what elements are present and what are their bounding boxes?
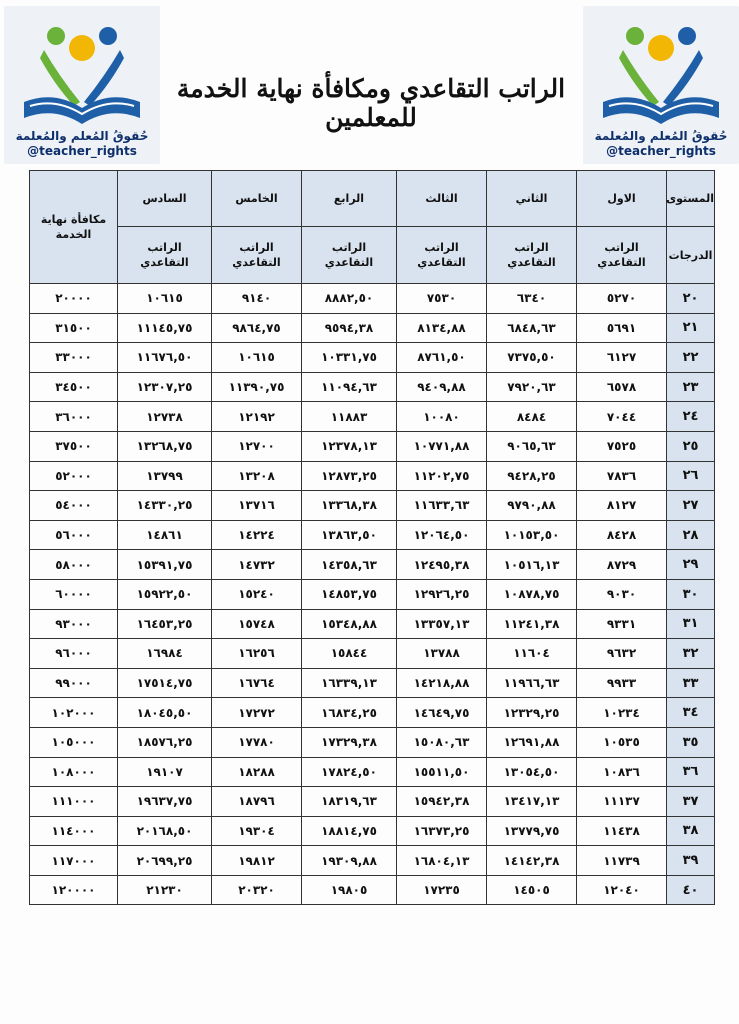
pension-cell: ٩٠٦٥,٦٣ [487, 431, 577, 461]
pension-cell: ١١١٤٥,٧٥ [118, 313, 212, 343]
pension-cell: ١٨٥٧٦,٢٥ [118, 727, 212, 757]
end-bonus-cell: ٥٦٠٠٠ [30, 520, 118, 550]
end-bonus-cell: ١٠٥٠٠٠ [30, 727, 118, 757]
pension-cell: ١٠٨٣٦ [577, 757, 667, 787]
pension-subheader: الراتب التقاعدي [118, 227, 212, 284]
pension-cell: ١٦٤٥٣,٢٥ [118, 609, 212, 639]
table-row [30, 343, 715, 373]
end-bonus-cell: ٣٤٥٠٠ [30, 372, 118, 402]
pension-cell: ٨١٢٧ [577, 491, 667, 521]
pension-cell: ١٦٣٣٩,١٣ [302, 668, 397, 698]
table-row [30, 639, 715, 669]
pension-cell: ٩٨٦٤,٧٥ [212, 313, 302, 343]
pension-cell: ١٤٢١٨,٨٨ [397, 668, 487, 698]
end-of-service-header [30, 171, 118, 284]
pension-cell: ٧٩٢٠,٦٣ [487, 372, 577, 402]
end-bonus-cell: ٦٠٠٠٠ [30, 579, 118, 609]
pension-cell: ١٢١٩٢ [212, 402, 302, 432]
pension-cell: ١٥٩٤٢,٣٨ [397, 787, 487, 817]
pension-cell: ١٦٢٥٦ [212, 639, 302, 669]
table-row [30, 284, 715, 314]
degree-cell: ٣١ [667, 609, 715, 639]
end-bonus-cell: ٣٦٠٠٠ [30, 402, 118, 432]
level-header: الخامس [212, 171, 302, 227]
pension-cell: ١٧٨٢٤,٥٠ [302, 757, 397, 787]
pension-cell: ١٩٨١٢ [212, 846, 302, 876]
logo-caption: حُقوقُ المُعلم والمُعلمة [594, 129, 728, 143]
pension-cell: ٩٤٠٩,٨٨ [397, 372, 487, 402]
degree-cell: ٢٣ [667, 372, 715, 402]
pension-cell: ٢٠١٦٨,٥٠ [118, 816, 212, 846]
pension-subheader: الراتب التقاعدي [487, 227, 577, 284]
table-row [30, 402, 715, 432]
pension-cell: ١١٦٧٦,٥٠ [118, 343, 212, 373]
table-row [30, 757, 715, 787]
pension-subheader: الراتب التقاعدي [302, 227, 397, 284]
pension-cell: ٧٠٤٤ [577, 402, 667, 432]
degree-cell: ٢٠ [667, 284, 715, 314]
pension-cell: ١٠١٥٣,٥٠ [487, 520, 577, 550]
pension-cell: ١٣٤١٧,١٣ [487, 787, 577, 817]
end-bonus-cell: ٣٧٥٠٠ [30, 431, 118, 461]
table-row [30, 875, 715, 905]
table-row [30, 698, 715, 728]
pension-cell: ١١٦٠٤ [487, 639, 577, 669]
pension-cell: ٩٦٣٢ [577, 639, 667, 669]
pension-cell: ٩٧٩٠,٨٨ [487, 491, 577, 521]
pension-cell: ١٣٧٨٨ [397, 639, 487, 669]
pension-cell: ١٣٢٠٨ [212, 461, 302, 491]
degree-cell: ٤٠ [667, 875, 715, 905]
pension-cell: ١٥٠٨٠,٦٣ [397, 727, 487, 757]
pension-cell: ١٨٠٤٥,٥٠ [118, 698, 212, 728]
table-row [30, 727, 715, 757]
pension-cell: ١٣٣٥٧,١٣ [397, 609, 487, 639]
pension-cell: ١٣٣٦٨,٣٨ [302, 491, 397, 521]
pension-cell: ٥٦٩١ [577, 313, 667, 343]
table-body [30, 284, 715, 905]
pension-cell: ١٢٦٩١,٨٨ [487, 727, 577, 757]
pension-cell: ١٥٣٩١,٧٥ [118, 550, 212, 580]
pension-cell: ٦٣٤٠ [487, 284, 577, 314]
pension-cell: ١٠٣٣١,٧٥ [302, 343, 397, 373]
pension-cell: ١٤٥٠٥ [487, 875, 577, 905]
degree-cell: ٣٨ [667, 816, 715, 846]
end-bonus-cell: ٩٣٠٠٠ [30, 609, 118, 639]
degree-cell: ٣٥ [667, 727, 715, 757]
pension-cell: ٩٠٣٠ [577, 579, 667, 609]
pension-cell: ١١٩٦٦,٦٣ [487, 668, 577, 698]
end-bonus-cell: ٩٩٠٠٠ [30, 668, 118, 698]
pension-cell: ٩٣٣١ [577, 609, 667, 639]
pension-cell: ١٣٧٧٩,٧٥ [487, 816, 577, 846]
pension-subheader: الراتب التقاعدي [397, 227, 487, 284]
pension-cell: ١٥٣٤٨,٨٨ [302, 609, 397, 639]
pension-cell: ١٧٧٨٠ [212, 727, 302, 757]
pension-cell: ١٦٨٠٤,١٣ [397, 846, 487, 876]
pension-cell: ١٠٠٨٠ [397, 402, 487, 432]
pension-cell: ١٢٤٩٥,٣٨ [397, 550, 487, 580]
level-header: الثالث [397, 171, 487, 227]
degree-cell: ٣٣ [667, 668, 715, 698]
level-header: الرابع [302, 171, 397, 227]
degree-cell: ٣٩ [667, 846, 715, 876]
pension-cell: ١٩٣٠٤ [212, 816, 302, 846]
pension-cell: ١٤١٤٢,٣٨ [487, 846, 577, 876]
pension-cell: ١٣٧١٦ [212, 491, 302, 521]
pension-cell: ١٤٢٢٤ [212, 520, 302, 550]
degrees-label: الدرجات [667, 227, 715, 284]
pension-cell: ٧٥٣٠ [397, 284, 487, 314]
logo-handle: @teacher_rights [27, 144, 137, 158]
pension-cell: ١٢٣٧٨,١٣ [302, 431, 397, 461]
pension-cell: ١٩٣٠٩,٨٨ [302, 846, 397, 876]
pension-subheader: الراتب التقاعدي [577, 227, 667, 284]
pension-cell: ٩٤٢٨,٢٥ [487, 461, 577, 491]
end-bonus-cell: ٣١٥٠٠ [30, 313, 118, 343]
pension-cell: ٧٨٣٦ [577, 461, 667, 491]
degree-cell: ٣٤ [667, 698, 715, 728]
end-bonus-cell: ٥٤٠٠٠ [30, 491, 118, 521]
pension-cell: ١١٧٣٩ [577, 846, 667, 876]
pension-table [29, 170, 715, 905]
pension-cell: ٨٨٨٢,٥٠ [302, 284, 397, 314]
pension-cell: ١٤٨٦١ [118, 520, 212, 550]
teacher-rights-logo-icon [4, 6, 160, 164]
pension-cell: ١١٦٣٣,٦٣ [397, 491, 487, 521]
pension-cell: ٨٤٨٤ [487, 402, 577, 432]
pension-cell: ٧٣٧٥,٥٠ [487, 343, 577, 373]
end-bonus-label-line: الخدمة [55, 228, 92, 241]
pension-cell: ١٢٨٧٣,٢٥ [302, 461, 397, 491]
table-row [30, 461, 715, 491]
pension-cell: ١٢٧٣٨ [118, 402, 212, 432]
pension-cell: ٢٠٦٩٩,٢٥ [118, 846, 212, 876]
table-row [30, 579, 715, 609]
table-row [30, 550, 715, 580]
pension-cell: ١١٤٣٨ [577, 816, 667, 846]
table-row [30, 846, 715, 876]
pension-cell: ٢٠٣٢٠ [212, 875, 302, 905]
pension-cell: ١٢٠٦٤,٥٠ [397, 520, 487, 550]
pension-cell: ٩٩٣٣ [577, 668, 667, 698]
pension-cell: ٢١٢٣٠ [118, 875, 212, 905]
degree-cell: ٢٤ [667, 402, 715, 432]
pension-cell: ١٤٣٣٠,٢٥ [118, 491, 212, 521]
end-bonus-cell: ١١٧٠٠٠ [30, 846, 118, 876]
pension-cell: ٩١٤٠ [212, 284, 302, 314]
pension-cell: ١٤٣٥٨,٦٣ [302, 550, 397, 580]
end-bonus-cell: ١٠٢٠٠٠ [30, 698, 118, 728]
degree-cell: ٢٦ [667, 461, 715, 491]
table-row [30, 816, 715, 846]
pension-cell: ٨٧٢٩ [577, 550, 667, 580]
table-row [30, 668, 715, 698]
end-bonus-label-line: مكافأة نهاية [40, 213, 107, 226]
pension-cell: ١٢٣٠٧,٢٥ [118, 372, 212, 402]
pension-cell: ٨٧٦١,٥٠ [397, 343, 487, 373]
logo-caption: حُقوقُ المُعلم والمُعلمة [15, 129, 149, 143]
end-bonus-cell: ٩٦٠٠٠ [30, 639, 118, 669]
pension-cell: ١٤٨٥٣,٧٥ [302, 579, 397, 609]
pension-cell: ١٢٠٤٠ [577, 875, 667, 905]
pension-cell: ١٨٧٩٦ [212, 787, 302, 817]
pension-cell: ٦٥٧٨ [577, 372, 667, 402]
pension-cell: ١٠٥٣٥ [577, 727, 667, 757]
degree-cell: ٣٧ [667, 787, 715, 817]
pension-cell: ١٩٨٠٥ [302, 875, 397, 905]
pension-cell: ١١٨٨٣ [302, 402, 397, 432]
pension-cell: ٩٥٩٤,٣٨ [302, 313, 397, 343]
pension-cell: ١٥٩٢٢,٥٠ [118, 579, 212, 609]
pension-cell: ٨٤٢٨ [577, 520, 667, 550]
pension-cell: ١٨٣١٩,٦٣ [302, 787, 397, 817]
logo-left [4, 6, 160, 164]
header-row-levels [30, 171, 715, 227]
degree-cell: ٢٥ [667, 431, 715, 461]
pension-cell: ١٢٧٠٠ [212, 431, 302, 461]
end-bonus-cell: ١١٤٠٠٠ [30, 816, 118, 846]
degree-cell: ٢٨ [667, 520, 715, 550]
logo-right [583, 6, 739, 164]
pension-cell: ٦٨٤٨,٦٣ [487, 313, 577, 343]
pension-cell: ١٤٦٤٩,٧٥ [397, 698, 487, 728]
page-title: الراتب التقاعدي ومكافأة نهاية الخدمة للمعلمين [176, 74, 566, 132]
pension-cell: ١٠٦١٥ [118, 284, 212, 314]
level-header: الثاني [487, 171, 577, 227]
degree-cell: ٣٢ [667, 639, 715, 669]
table-row [30, 520, 715, 550]
pension-cell: ١٠٥١٦,١٣ [487, 550, 577, 580]
pension-cell: ١٣٠٥٤,٥٠ [487, 757, 577, 787]
teacher-rights-logo-icon [583, 6, 739, 164]
pension-cell: ١٥٥١١,٥٠ [397, 757, 487, 787]
pension-cell: ٧٥٢٥ [577, 431, 667, 461]
pension-cell: ٥٢٧٠ [577, 284, 667, 314]
level-header: الاول [577, 171, 667, 227]
pension-cell: ٨١٣٤,٨٨ [397, 313, 487, 343]
pension-cell: ١٠٨٧٨,٧٥ [487, 579, 577, 609]
degree-cell: ٢٧ [667, 491, 715, 521]
level-label: المستوى [667, 171, 715, 227]
end-bonus-cell: ٥٢٠٠٠ [30, 461, 118, 491]
end-bonus-cell: ٢٠٠٠٠ [30, 284, 118, 314]
pension-cell: ١١٢٤١,٣٨ [487, 609, 577, 639]
pension-cell: ١٨٢٨٨ [212, 757, 302, 787]
pension-cell: ١١٠٩٤,٦٣ [302, 372, 397, 402]
table-row [30, 609, 715, 639]
degree-cell: ٢٩ [667, 550, 715, 580]
pension-cell: ١١١٣٧ [577, 787, 667, 817]
pension-cell: ١٢٩٢٦,٢٥ [397, 579, 487, 609]
pension-cell: ١٦٨٣٤,٢٥ [302, 698, 397, 728]
degree-cell: ٢٢ [667, 343, 715, 373]
pension-cell: ١٣٢٦٨,٧٥ [118, 431, 212, 461]
pension-cell: ١٧٢٧٢ [212, 698, 302, 728]
end-bonus-cell: ٣٣٠٠٠ [30, 343, 118, 373]
pension-cell: ١٥٨٤٤ [302, 639, 397, 669]
table-row [30, 491, 715, 521]
pension-cell: ١٦٧٦٤ [212, 668, 302, 698]
table-row [30, 787, 715, 817]
end-bonus-cell: ٥٨٠٠٠ [30, 550, 118, 580]
pension-cell: ١٥٧٤٨ [212, 609, 302, 639]
pension-cell: ١٤٧٣٢ [212, 550, 302, 580]
level-header: السادس [118, 171, 212, 227]
pension-cell: ١٣٧٩٩ [118, 461, 212, 491]
table-row [30, 372, 715, 402]
pension-cell: ١٧٣٢٩,٣٨ [302, 727, 397, 757]
header-row-sub [30, 227, 715, 284]
pension-cell: ١٦٣٧٣,٢٥ [397, 816, 487, 846]
degree-cell: ٣٦ [667, 757, 715, 787]
end-bonus-cell: ١٢٠٠٠٠ [30, 875, 118, 905]
pension-cell: ١١٣٩٠,٧٥ [212, 372, 302, 402]
pension-cell: ١٠٧٧١,٨٨ [397, 431, 487, 461]
pension-cell: ١٦٩٨٤ [118, 639, 212, 669]
pension-cell: ١٥٢٤٠ [212, 579, 302, 609]
pension-cell: ١٣٨٦٣,٥٠ [302, 520, 397, 550]
pension-cell: ١٨٨١٤,٧٥ [302, 816, 397, 846]
pension-cell: ١٩١٠٧ [118, 757, 212, 787]
pension-cell: ٦١٢٧ [577, 343, 667, 373]
degree-cell: ٢١ [667, 313, 715, 343]
table-row [30, 431, 715, 461]
pension-cell: ١٠٦١٥ [212, 343, 302, 373]
degree-cell: ٣٠ [667, 579, 715, 609]
table-row [30, 313, 715, 343]
end-bonus-cell: ١٠٨٠٠٠ [30, 757, 118, 787]
pension-cell: ١٧٥١٤,٧٥ [118, 668, 212, 698]
pension-cell: ١٢٣٢٩,٢٥ [487, 698, 577, 728]
pension-subheader: الراتب التقاعدي [212, 227, 302, 284]
end-bonus-cell: ١١١٠٠٠ [30, 787, 118, 817]
pension-cell: ١١٢٠٢,٧٥ [397, 461, 487, 491]
pension-cell: ١٩٦٣٧,٧٥ [118, 787, 212, 817]
logo-handle: @teacher_rights [606, 144, 716, 158]
pension-cell: ١٧٢٣٥ [397, 875, 487, 905]
pension-cell: ١٠٢٣٤ [577, 698, 667, 728]
